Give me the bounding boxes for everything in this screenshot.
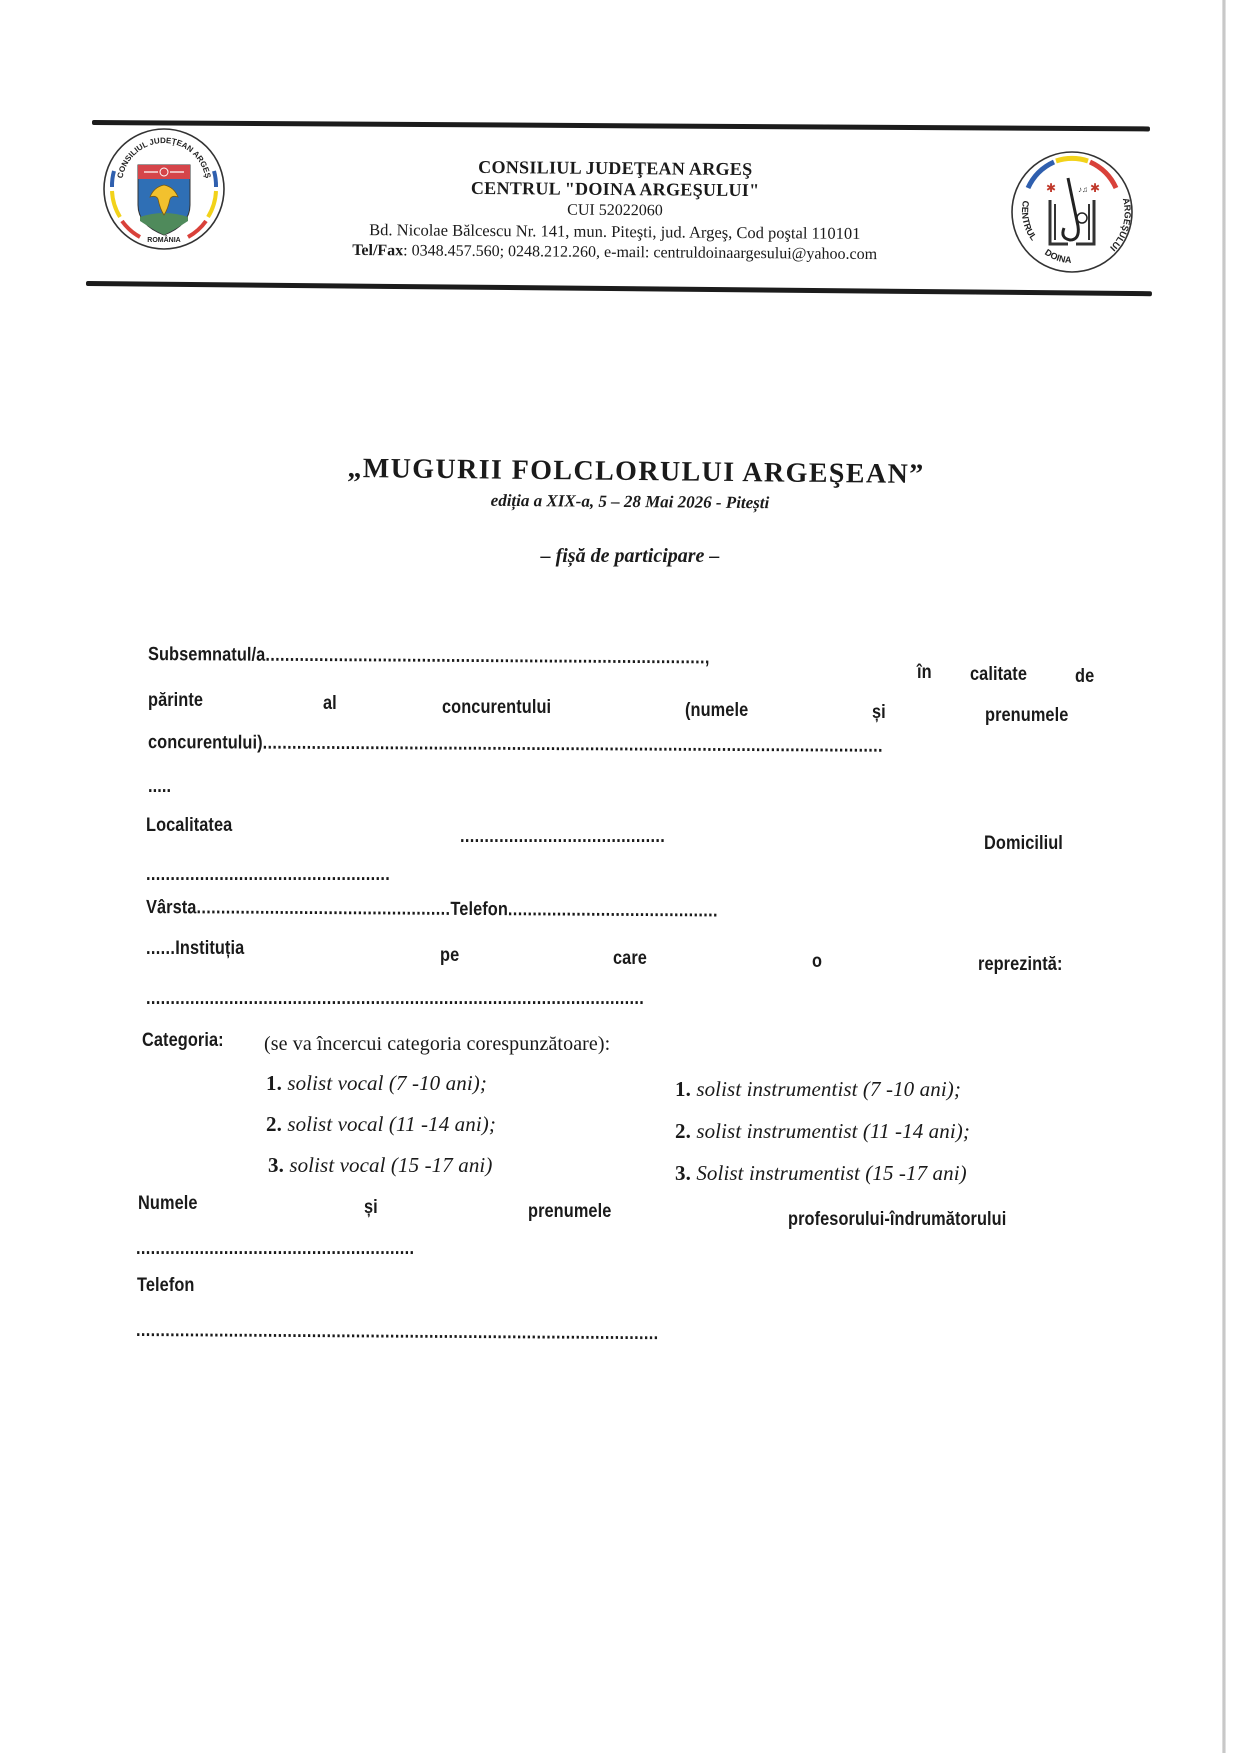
phone-label: Telefon xyxy=(450,898,508,921)
org-name-council: CONSILIUL JUDEŢEAN ARGEŞ xyxy=(478,156,753,180)
word-in: în xyxy=(917,662,932,683)
org-address: Bd. Nicolae Bălcescu Nr. 141, mun. Piteşti, jud. Argeş, Cod poştal 110101 xyxy=(369,220,861,243)
word-de: de xyxy=(1075,666,1095,687)
org-name-centre: CENTRUL "DOINA ARGEŞULUI" xyxy=(470,177,760,201)
word-care: care xyxy=(613,948,647,969)
org-cui: CUI 52022060 xyxy=(567,201,663,220)
svg-text:✱: ✱ xyxy=(1046,181,1057,195)
word-pe: pe xyxy=(440,945,460,966)
word-profesorului: profesorului-îndrumătorului xyxy=(788,1209,1007,1230)
institution-line-start xyxy=(146,938,244,960)
svg-text:✱: ✱ xyxy=(1090,181,1101,195)
parent-name-line xyxy=(148,644,710,669)
svg-text:CONSILIUL JUDEŢEAN ARGEŞ: CONSILIUL JUDEŢEAN ARGEŞ xyxy=(115,135,213,180)
category-label: Categoria: xyxy=(142,1030,224,1051)
locality-label: Localitatea xyxy=(146,815,233,836)
svg-text:ARGEŞULUI: ARGEŞULUI xyxy=(1108,196,1133,254)
tel-values: : 0348.457.560; 0248.212.260, e-mail: centruldoinaargesului@yahoo.com xyxy=(403,242,878,264)
institution-prefix-dots: ...... xyxy=(146,938,176,959)
competitor-name-line xyxy=(148,732,883,758)
word-prenumele: prenumele xyxy=(985,705,1069,726)
word-si: și xyxy=(872,702,886,723)
category-vocal-1[interactable]: 1. solist vocal (7 -10 ani); xyxy=(266,1071,487,1095)
teacher-phone-label: Telefon xyxy=(137,1275,195,1296)
teacher-name-field[interactable]: ......................................................... xyxy=(136,1238,415,1259)
category-vocal-2[interactable]: 2. solist vocal (11 -14 ani); xyxy=(266,1112,496,1136)
category-vocal-3[interactable]: 3. solist vocal (15 -17 ani) xyxy=(268,1153,493,1177)
word-prenumele-prof: prenumele xyxy=(528,1201,612,1222)
svg-text:ROMÂNIA: ROMÂNIA xyxy=(147,237,181,244)
word-numele-prof: Numele xyxy=(138,1193,198,1214)
competitor-name-overflow[interactable]: ..... xyxy=(148,776,172,797)
word-si-prof: și xyxy=(364,1197,378,1218)
age-phone-line xyxy=(146,897,718,922)
event-edition: ediția a XIX-a, 5 – 28 Mai 2026 - Pitești xyxy=(490,490,770,513)
word-calitate: calitate xyxy=(970,664,1028,685)
category-instrumental-3[interactable]: 3. Solist instrumentist (15 -17 ani) xyxy=(675,1161,967,1185)
competitor-name-label: concurentului) xyxy=(147,732,263,754)
form-name: – fișă de participare – xyxy=(540,545,720,567)
domicile-label: Domiciliul xyxy=(984,833,1063,854)
parent-name-label: Subsemnatul/a xyxy=(147,644,266,666)
word-reprezinta: reprezintă: xyxy=(978,954,1063,975)
svg-text:CENTRUL: CENTRUL xyxy=(1019,199,1039,243)
tel-label: Tel/Fax xyxy=(352,241,404,260)
svg-text:DOINA: DOINA xyxy=(1043,247,1072,266)
competitor-name-field[interactable]: ............................................................................................................................... xyxy=(262,732,883,757)
institution-field[interactable]: ...................................................................................................... xyxy=(146,988,645,1009)
word-parinte: părinte xyxy=(148,690,204,711)
age-label: Vârsta xyxy=(145,897,197,919)
phone-field[interactable]: ........................................... xyxy=(507,899,719,922)
locality-field[interactable]: .......................................... xyxy=(460,826,666,847)
teacher-phone-field[interactable]: ........................................................................................................... xyxy=(135,1320,659,1345)
word-institutia: Instituția xyxy=(175,938,245,959)
parent-name-field[interactable]: .........................................................................................., xyxy=(265,644,710,669)
svg-text:♪♫: ♪♫ xyxy=(1078,185,1088,194)
category-instruction: (se va încercui categoria corespunzătoare): xyxy=(264,1033,611,1055)
word-concurentului: concurentului xyxy=(442,697,552,718)
category-instrumental-1[interactable]: 1. solist instrumentist (7 -10 ani); xyxy=(675,1077,961,1101)
word-al: al xyxy=(323,693,337,714)
category-instrumental-2[interactable]: 2. solist instrumentist (11 -14 ani); xyxy=(675,1119,970,1143)
age-field[interactable]: .................................................... xyxy=(196,897,451,920)
word-o: o xyxy=(812,951,823,972)
event-title: „MUGURII FOLCLORULUI ARGEŞEAN” xyxy=(347,452,925,491)
word-numele: (numele xyxy=(685,700,749,721)
domicile-field[interactable]: .................................................. xyxy=(146,864,391,885)
